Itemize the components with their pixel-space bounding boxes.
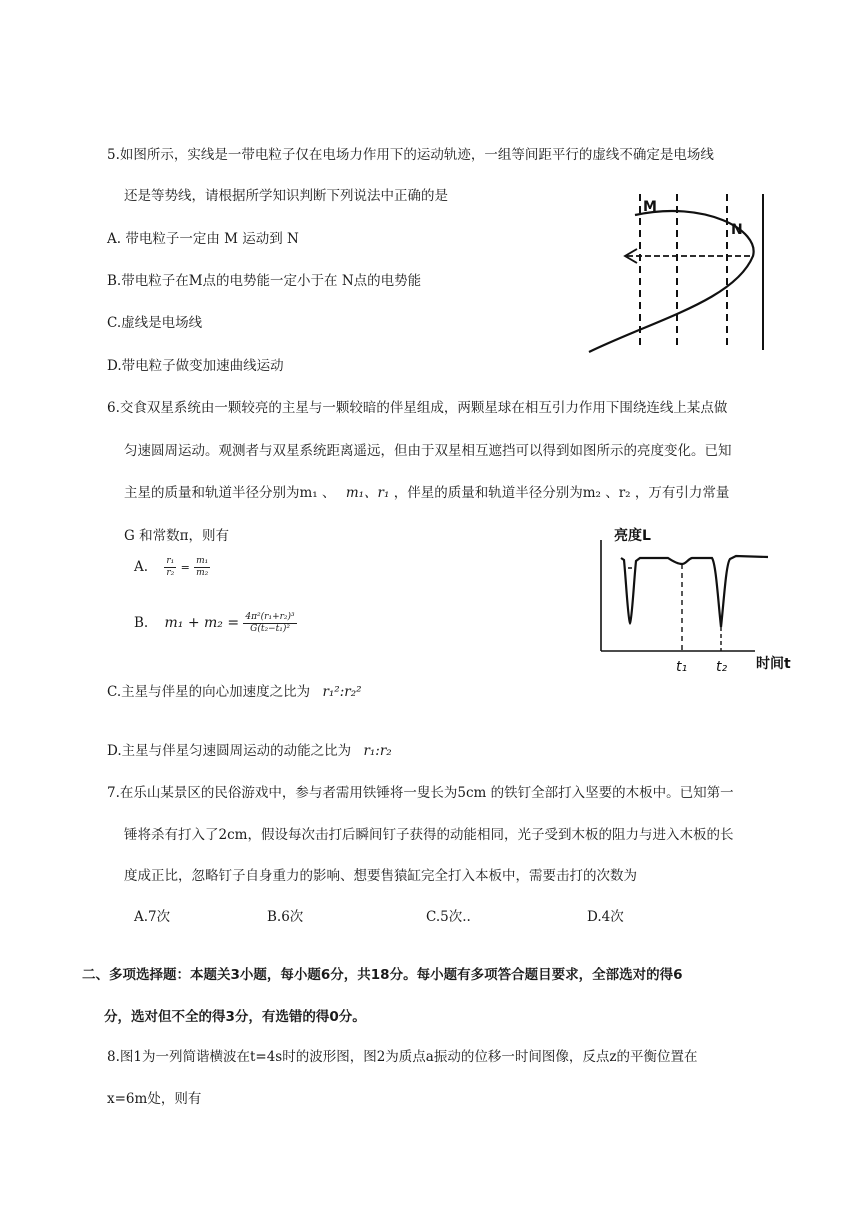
q8-stem-line2: x=6m处，则有 [107,1091,202,1107]
q6-stem-line1: 6.交食双星系统由一颗较亮的主星与一颗较暗的伴星组成，两颗星球在相互引力作用下围绕连线上某点做 [107,400,728,416]
q8-stem-line1: 8.图1为一列简谐横波在t=4s时的波形图，图2为质点a振动的位移一时间图像，反点z的平衡位置在 [107,1049,698,1065]
q5-option-d: D.带电粒子做变加速曲线运动 [107,358,284,374]
t2-label: t₂ [716,659,728,675]
q6-option-a-frac-left [164,556,176,579]
x-axis-label: 时间t [756,656,791,672]
q6-option-c-text: C.主星与伴星的向心加速度之比为 [107,684,311,700]
q6-line3-math: m₁、r₁ [345,485,390,501]
q6-option-b-label: B. [134,615,149,631]
q7-stem-line1: 7.在乐山某景区的民俗游戏中，参与者需用铁锤将一叟长为5cm 的铁钉全部打入坚要的木板中。已知第一 [107,785,734,801]
q6-stem-line3 [124,481,729,501]
q6-option-d-math: r₁:r₂ [363,743,392,759]
q6-line3-part-a: 主星的质量和轨道半径分别为m₁ 、 [124,485,336,501]
q6-brightness-figure [590,520,815,680]
frac-denominator: r₂ [166,568,175,578]
section2-heading-line2: 分，选对但不全的得3分，有选错的得0分。 [104,1009,366,1025]
q6-line3-part-c: ，伴星的质量和轨道半径分别为m₂ 、r₂ ，万有引力常量 [393,485,730,501]
q5-option-a: A. 带电粒子一定由 M 运动到 N [107,231,299,247]
section2-heading-line1: 二、多项选择题：本题关3小题，每小题6分，共18分。每小题有多项答合题目要求，全部选对的得6 [82,967,683,983]
q6-option-b-frac [243,612,296,635]
q7-option-c: C.5次.. [426,909,471,925]
q6-option-b-lhs: m₁ + m₂ = [164,615,240,631]
frac-numerator: m₁ [196,556,209,566]
y-axis-label: 亮度L [614,528,651,544]
q7-option-a: A.7次 [134,909,171,925]
q6-stem-line2: 匀速圆周运动。观测者与双星系统距离遥远，但由于双星相互遮挡可以得到如图所示的亮度变化。已知 [124,443,732,459]
frac-numerator: 4π²(r₁+r₂)³ [245,612,295,622]
q5-option-c: C.虚线是电场线 [107,315,203,331]
q6-option-a-frac-right [194,556,210,579]
q7-stem-line2: 锤将杀有打入了2cm，假设每次击打后瞬间钉子获得的动能相同，光子受到木板的阻力与进入木板的长 [124,827,734,843]
frac-denominator: G(t₂−t₁)² [250,624,290,634]
label-n: N [731,222,743,238]
q7-option-b: B.6次 [267,909,304,925]
q5-stem-line2: 还是等势线，请根据所学知识判断下列说法中正确的是 [124,188,448,204]
q7-option-d: D.4次 [587,909,624,925]
label-m: M [643,199,657,215]
trajectory-curve [589,211,754,352]
q6-option-d-text: D.主星与伴星匀速圆周运动的动能之比为 [107,743,352,759]
q6-option-b [134,612,297,635]
q6-option-d [107,739,392,759]
t1-label: t₁ [676,659,688,675]
q6-option-c-math: r₁²:r₂² [322,684,362,700]
frac-numerator: r₁ [166,556,175,566]
brightness-curve [621,556,768,627]
q6-option-a: A. $\frac{\text{r₁}}{\text{r₂}}$ = $\frac{\text{m₁}}{\text{m₂}}$ [134,556,209,578]
q5-option-b: B.带电粒子在M点的电势能一定小于在 N点的电势能 [107,273,422,289]
q7-stem-line3: 度成正比，忽略钉子自身重力的影响、想要售猿缸完全打入本板中，需要击打的次数为 [124,868,637,884]
frac-denominator: m₂ [196,568,209,578]
q6-option-a-label: A. [134,559,149,575]
q6-option-c [107,680,362,700]
q5-field-trajectory-figure [585,190,775,360]
q6-stem-line4: G 和常数π，则有 [124,528,229,544]
q5-stem-line1: 5.如图所示，实线是一带电粒子仅在电场力作用下的运动轨迹，一组等间距平行的虚线不确定是电场线 [107,147,714,163]
